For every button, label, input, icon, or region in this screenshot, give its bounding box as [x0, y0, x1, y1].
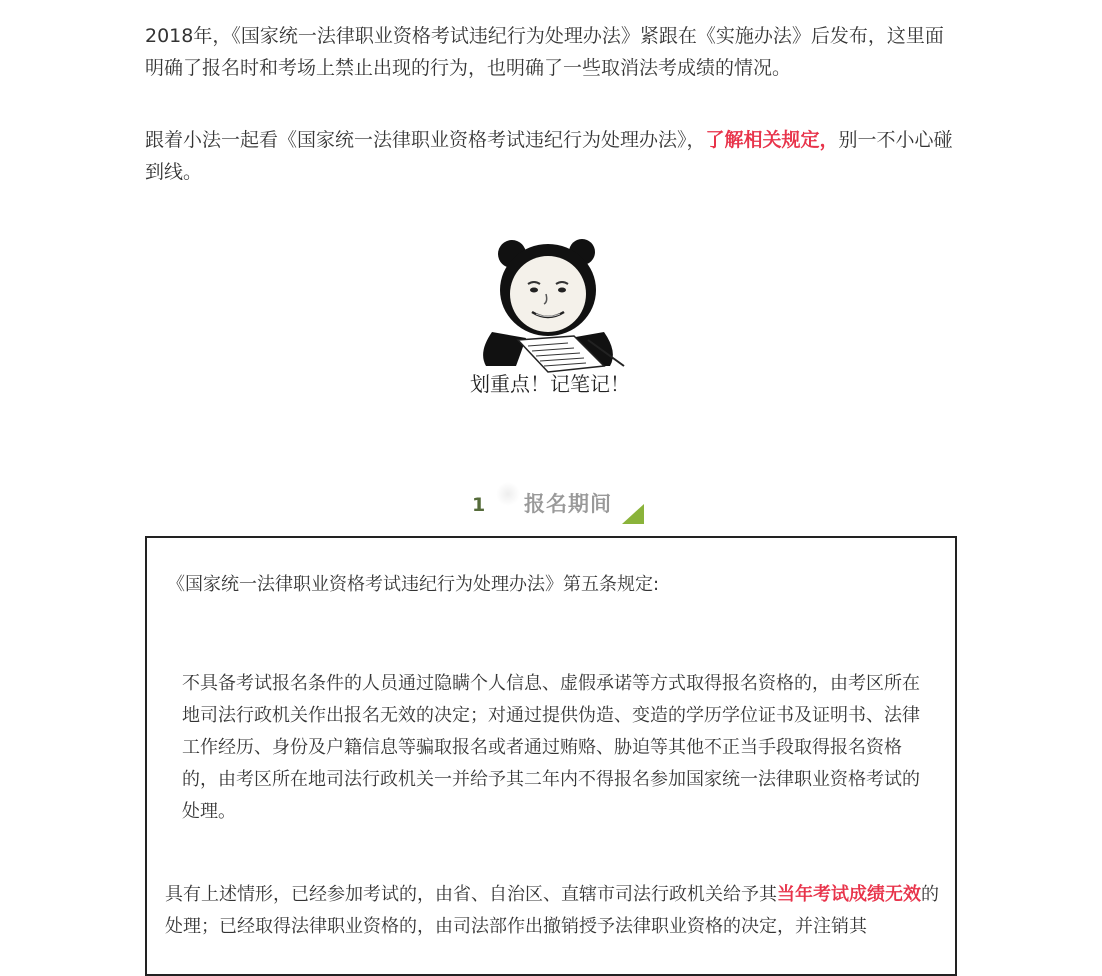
section-number: 1 — [472, 494, 486, 516]
rule-box — [145, 536, 957, 976]
intro-paragraph-2 — [145, 124, 960, 188]
rule-paragraph-tail: 的处理；已经取得法律职业资格的，由司法部作出撤销授予法律职业资格的决定，并注销其 — [165, 884, 939, 937]
rule-paragraph-text: 具有上述情形，已经参加考试的，由省、自治区、直辖市司法行政机关给予其 — [165, 884, 777, 905]
intro-paragraph-2-text: 跟着小法一起看《国家统一法律职业资格考试违纪行为处理办法》， — [145, 129, 706, 151]
section-title: 报名期间 — [524, 492, 612, 516]
rule-heading: 《国家统一法律职业资格考试违纪行为处理办法》第五条规定: — [167, 574, 660, 595]
intro-highlight: 了解相关规定， — [705, 129, 839, 151]
rule-paragraph — [165, 879, 941, 943]
meme-caption: 划重点！记笔记！ — [470, 372, 630, 396]
rule-highlight: 当年考试成绩无效 — [777, 884, 921, 905]
section-heading — [460, 480, 660, 530]
section-glow-decoration — [496, 482, 520, 506]
intro-paragraph-1: 2018年，《国家统一法律职业资格考试违纪行为处理办法》紧跟在《实施办法》后发布，这里面明确了报名时和考场上禁止出现的行为，也明确了一些取消法考成绩的情况。 — [145, 25, 944, 79]
rule-quote: 不具备考试报名条件的人员通过隐瞒个人信息、虚假承诺等方式取得报名资格的，由考区所在地司法行政机关作出报名无效的决定；对通过提供伪造、变造的学历学位证书及证明书、法律工作经历、身份及户籍信息等骗取报名或者通过贿赂、胁迫等其他不正当手段取得报名资格的，由考区所在地司法行政机关一并给予其二年内不得报名参加国家统一法律职业资格考试的处理。 — [182, 673, 920, 822]
corner-triangle-icon — [622, 504, 644, 524]
intro-paragraph-2-tail: 别一不小心碰到线。 — [145, 129, 953, 183]
